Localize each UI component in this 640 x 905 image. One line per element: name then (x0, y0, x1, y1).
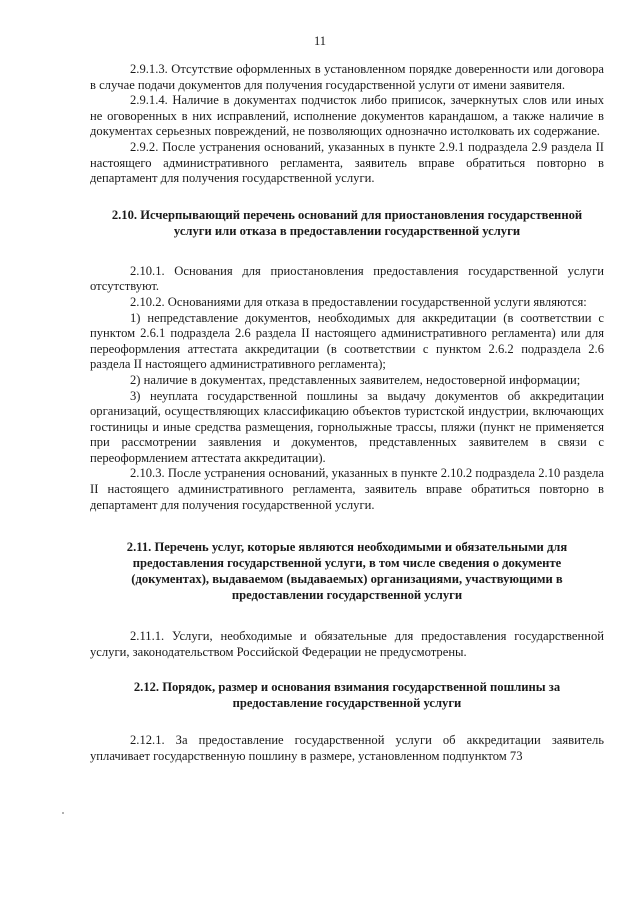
spacer (90, 513, 604, 539)
spacer (90, 711, 604, 733)
section-heading-2-12: 2.12. Порядок, размер и основания взимания государственной пошлины за предоставление государственной услуги (133, 680, 561, 711)
spacer (90, 187, 604, 207)
paragraph-2-12-1: 2.12.1. За предоставление государственной услуги об аккредитации заявитель уплачивает государственную пошлину в размере, установленном подпунктом 73 (90, 733, 604, 764)
paragraph-2-11-1: 2.11.1. Услуги, необходимые и обязательные для предоставления государственной услуги, законодательством Российской Федерации не предусмотрены. (90, 629, 604, 659)
page-number: 11 (313, 34, 327, 48)
section-heading-2-10: 2.10. Исчерпывающий перечень оснований для приостановления государственной услуги или отказа в предоставлении государственной услуги (111, 207, 583, 238)
scan-speck (62, 812, 64, 814)
paragraph-2-9-2: 2.9.2. После устранения оснований, указанных в пункте 2.9.1 подраздела 2.9 раздела II настоящего административного регламента, заявитель вправе обратиться повторно в департамент для получения государственной услуги. (90, 139, 604, 186)
paragraph-2-10-1: 2.10.1. Основания для приостановления предоставления государственной услуги отсутствуют. (90, 263, 604, 294)
list-item-2: 2) наличие в документах, представленных заявителем, недостоверной информации; (130, 372, 581, 387)
paragraph-2-10-3: 2.10.3. После устранения оснований, указанных в пункте 2.10.2 подраздела 2.10 раздела II настоящего административного регламента, заявитель вправе обратиться повторно в департамент для получения государственной услуги. (90, 466, 604, 512)
list-item-3: 3) неуплата государственной пошлины за выдачу документов об аккредитации организаций, осуществляющих классификацию объектов туристской индустрии, включающих гостиницы и иные средства размещения, горнолыжные трассы, пляжи (пункт не применяется при рассмотрении заявления и документов, представленных заявителем в связи с переоформлением аттестата аккредитации). (90, 388, 604, 465)
spacer (90, 660, 604, 679)
document-body (90, 62, 604, 765)
paragraph-2-9-1-3: 2.9.1.3. Отсутствие оформленных в установленном порядке доверенности или договора в случае подачи документов для получения государственной услуги от имени заявителя. (90, 62, 604, 92)
spacer (90, 239, 604, 264)
list-item-1: 1) непредставление документов, необходимых для аккредитации (в соответствии с пунктом 2.6.1 подраздела 2.6 раздела II настоящего административного регламента) или для переоформления аттестата аккредитации (в соответствии с пунктом 2.6.2 подраздела 2.6 раздела II настоящего административного регламента); (90, 310, 604, 372)
paragraph-2-10-2: 2.10.2. Основаниями для отказа в предоставлении государственной услуги являются: (130, 294, 587, 309)
spacer (90, 603, 604, 629)
section-heading-2-11: 2.11. Перечень услуг, которые являются необходимыми и обязательными для предоставления государственной услуги, в том числе сведения о документе (документах), выдаваемом (выдаваемых) организациями, участвующими в предоставлении государственной услуги (126, 540, 568, 603)
paragraph-2-9-1-4: 2.9.1.4. Наличие в документах подчисток либо приписок, зачеркнутых слов или иных не оговоренных в них исправлений, исполнение документов карандашом, а также наличие в документах серьезных повреждений, не позволяющих однозначно истолковать их содержание. (90, 93, 604, 139)
